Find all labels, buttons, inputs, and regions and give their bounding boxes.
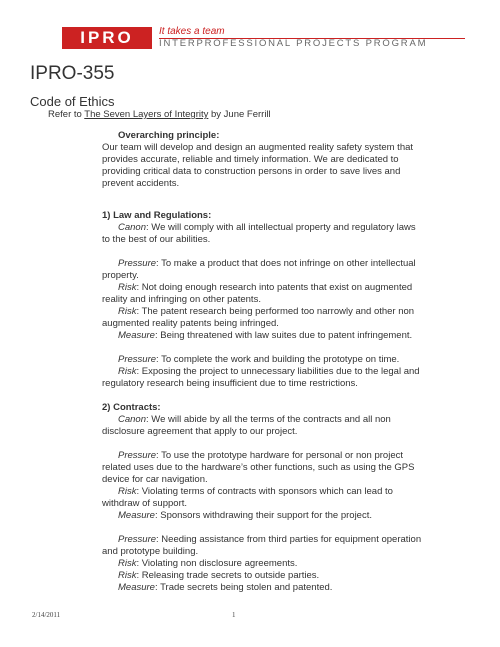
overarching-text: Our team will develop and design an augmented reality safety system that provides accurate, reliable and timely information. We are dedicated to providing critical data to construction persons in order to save lives and prevent accidents. bbox=[102, 142, 414, 189]
contracts-pressure-2: Pressure: Needing assistance from third parties for equipment operation and prototype building. bbox=[102, 534, 422, 557]
overarching-heading: Overarching principle: bbox=[118, 130, 220, 141]
law-measure-1: Measure: Being threatened with law suites due to patent infringement. bbox=[118, 330, 413, 341]
footer-date: 2/14/2011 bbox=[32, 611, 61, 619]
contracts-measure-2: Measure: Trade secrets being stolen and patented. bbox=[118, 582, 333, 593]
law-pressure-2: Pressure: To complete the work and building the prototype on time. bbox=[118, 354, 400, 365]
law-section bbox=[102, 210, 422, 390]
contracts-risk-3: Risk: Releasing trade secrets to outside parties. bbox=[118, 570, 320, 581]
refer-prefix: Refer to bbox=[48, 109, 85, 120]
contracts-risk-1: Risk: Violating terms of contracts with sponsors which can lead to withdraw of support. bbox=[102, 486, 393, 509]
contracts-heading: 2) Contracts: bbox=[102, 402, 161, 413]
contracts-section bbox=[102, 402, 422, 594]
ipro-logo: IPRO bbox=[62, 27, 152, 49]
tagline: It takes a team bbox=[159, 26, 225, 37]
refer-suffix: by June Ferrill bbox=[208, 109, 271, 120]
program-name: INTERPROFESSIONAL PROJECTS PROGRAM bbox=[159, 38, 428, 49]
contracts-risk-2: Risk: Violating non disclosure agreements. bbox=[118, 558, 298, 569]
law-risk-1: Risk: Not doing enough research into patents that exist on augmented reality and infringing on other patents. bbox=[102, 282, 413, 305]
contracts-canon: Canon: We will abide by all the terms of the contracts and all non disclosure agreement that apply to our project. bbox=[102, 414, 391, 437]
footer-page-number: 1 bbox=[232, 611, 236, 619]
reference-link[interactable]: The Seven Layers of Integrity bbox=[84, 109, 209, 120]
law-canon: Canon: We will comply with all intellectual property and regulatory laws to the best of our abilities. bbox=[102, 222, 416, 245]
contracts-pressure-1: Pressure: To use the prototype hardware for personal or non project related uses due to the hardware’s other functions, such as using the GPS device for car navigation. bbox=[102, 450, 415, 485]
overarching-principle bbox=[102, 130, 422, 190]
contracts-measure-1: Measure: Sponsors withdrawing their support for the project. bbox=[118, 510, 372, 521]
law-risk-3: Risk: Exposing the project to unnecessary liabilities due to the legal and regulatory research being insufficient due to time restrictions. bbox=[102, 366, 420, 389]
section-title: Code of Ethics bbox=[30, 94, 115, 109]
reference-line bbox=[48, 109, 271, 120]
law-risk-2: Risk: The patent research being performed too narrowly and other non augmented reality patents being infringed. bbox=[102, 306, 415, 329]
law-heading: 1) Law and Regulations: bbox=[102, 210, 212, 221]
law-pressure-1: Pressure: To make a product that does not infringe on other intellectual property. bbox=[102, 258, 416, 281]
page-title: IPRO-355 bbox=[30, 63, 115, 84]
ipro-header bbox=[62, 26, 428, 51]
